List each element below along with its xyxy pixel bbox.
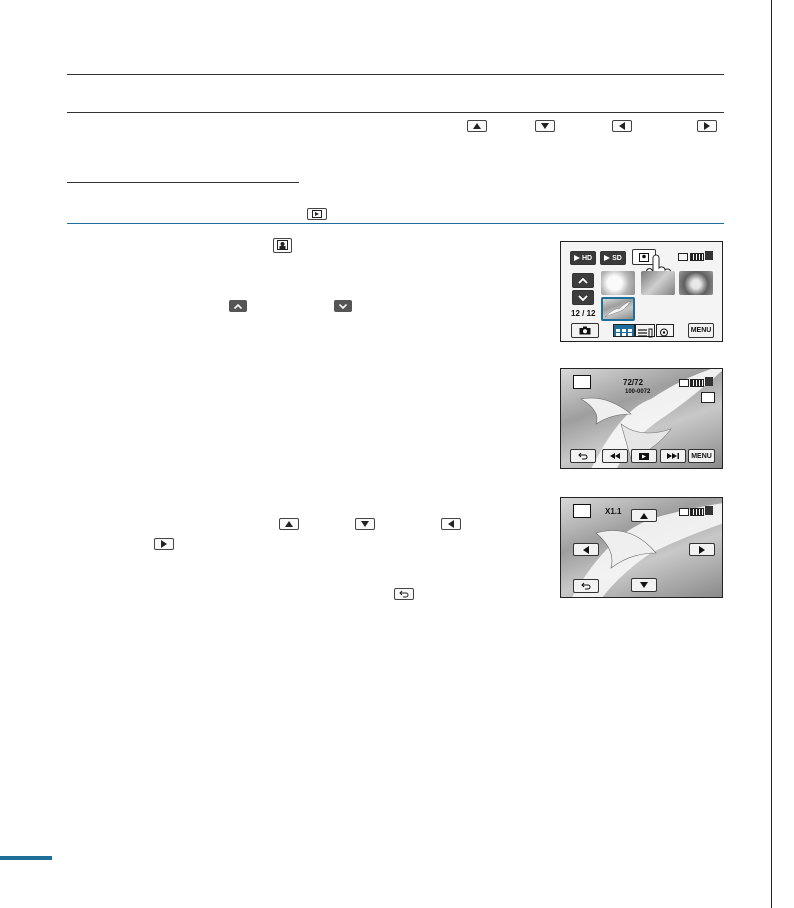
right-arrow-icon [154, 538, 174, 550]
table-rule-top [67, 112, 724, 113]
pan-left-button[interactable] [573, 543, 599, 556]
lcd-thumbnail-screen [560, 241, 723, 342]
memory-icon [705, 251, 713, 260]
card-icon [679, 508, 689, 516]
section-rule [67, 223, 724, 224]
left-arrow-icon [612, 120, 632, 132]
return-button[interactable] [570, 449, 596, 463]
photo-mode-icon [573, 375, 591, 389]
lcd-playback-screen [560, 368, 723, 469]
chevron-down-icon [334, 300, 352, 312]
chevron-up-icon [229, 300, 247, 312]
view-list-button[interactable] [635, 324, 655, 337]
folder-file-number: 100-0072 [625, 389, 651, 395]
pan-up-button[interactable] [631, 509, 657, 522]
card-icon [679, 379, 689, 387]
header-rule [67, 74, 724, 75]
battery-icon [690, 508, 704, 516]
down-arrow-icon [355, 518, 375, 530]
return-button[interactable] [573, 579, 599, 593]
scroll-down-button[interactable] [572, 290, 594, 305]
right-margin-rule [771, 0, 772, 908]
battery-icon [690, 379, 704, 387]
down-arrow-icon [535, 120, 555, 132]
tab-hd[interactable] [570, 251, 596, 265]
tab-sd[interactable] [600, 251, 626, 265]
up-arrow-icon [467, 120, 487, 132]
slideshow-button[interactable] [631, 449, 657, 463]
tab-sd-label: SD [612, 254, 622, 262]
memory-icon [705, 506, 713, 515]
play-icon [307, 208, 327, 220]
thumbnail[interactable] [601, 271, 635, 295]
camera-mode-button[interactable] [571, 323, 599, 338]
photo-mode-icon [573, 504, 591, 518]
page-tab-marker [0, 856, 52, 860]
view-grid-button[interactable] [613, 324, 635, 337]
battery-icon [690, 253, 704, 261]
card-icon [678, 253, 688, 261]
thumbnail[interactable] [679, 271, 713, 295]
menu-button[interactable]: MENU [688, 323, 714, 338]
view-face-button[interactable] [656, 324, 674, 337]
next-button[interactable] [660, 449, 686, 463]
thumbnail-selected[interactable] [601, 297, 635, 321]
up-arrow-icon [279, 518, 299, 530]
left-arrow-icon [441, 518, 461, 530]
thumbnail[interactable] [641, 271, 675, 295]
pan-right-button[interactable] [689, 543, 715, 556]
resolution-icon [701, 392, 715, 403]
tab-hd-label: HD [581, 254, 593, 262]
scroll-up-button[interactable] [572, 273, 594, 288]
zoom-level: X1.1 [605, 507, 622, 516]
previous-button[interactable] [602, 449, 628, 463]
thumbnail-counter: 12 / 12 [571, 309, 596, 318]
menu-button[interactable]: MENU [688, 449, 715, 463]
return-icon [394, 588, 414, 600]
lcd-zoom-screen [560, 497, 723, 598]
file-count: 72/72 [623, 378, 644, 387]
memory-icon [705, 377, 713, 386]
photo-mode-icon [273, 238, 292, 253]
table-rule-short [67, 182, 299, 183]
right-arrow-icon [697, 120, 717, 132]
pan-down-button[interactable] [631, 578, 657, 592]
